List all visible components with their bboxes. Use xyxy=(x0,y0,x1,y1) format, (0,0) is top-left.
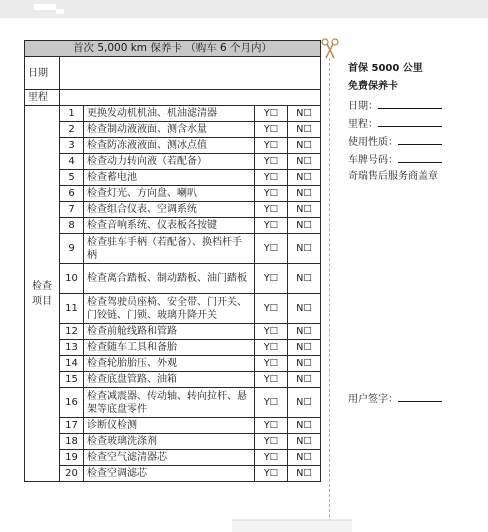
no-checkbox[interactable]: N☐ xyxy=(288,122,321,138)
no-checkbox[interactable]: N☐ xyxy=(288,372,321,388)
date-label: 日期 xyxy=(25,57,60,90)
no-checkbox[interactable]: N☐ xyxy=(288,418,321,434)
item-text: 检查前舱线路和管路 xyxy=(84,324,255,340)
coupon-panel xyxy=(348,60,442,186)
item-text: 检查驻车手柄（若配备）、换档杆手柄 xyxy=(84,234,255,264)
coupon-mileage-row xyxy=(348,114,442,132)
coupon-plate-field[interactable] xyxy=(398,150,442,163)
yes-checkbox[interactable]: Y☐ xyxy=(255,234,288,264)
item-number: 5 xyxy=(60,170,84,186)
item-number: 10 xyxy=(60,264,84,294)
no-checkbox[interactable]: N☐ xyxy=(288,264,321,294)
signature-label: 用户签字： xyxy=(348,394,398,405)
table-row xyxy=(25,218,321,234)
coupon-plate-label: 车牌号码： xyxy=(348,155,398,166)
category-label: 检查 项目 xyxy=(25,106,60,482)
signature-field[interactable] xyxy=(398,389,442,402)
yes-checkbox[interactable]: Y☐ xyxy=(255,218,288,234)
coupon-plate-row xyxy=(348,150,442,168)
yes-checkbox[interactable]: Y☐ xyxy=(255,388,288,418)
item-text: 检查动力转向液（若配备） xyxy=(84,154,255,170)
item-number: 18 xyxy=(60,434,84,450)
no-checkbox[interactable]: N☐ xyxy=(288,450,321,466)
item-number: 14 xyxy=(60,356,84,372)
coupon-title-1: 首保 5000 公里 xyxy=(348,63,423,74)
item-number: 2 xyxy=(60,122,84,138)
coupon-date-row xyxy=(348,96,442,114)
item-number: 8 xyxy=(60,218,84,234)
coupon-usage-field[interactable] xyxy=(398,132,442,145)
no-checkbox[interactable]: N☐ xyxy=(288,218,321,234)
yes-checkbox[interactable]: Y☐ xyxy=(255,154,288,170)
no-checkbox[interactable]: N☐ xyxy=(288,294,321,324)
scissors-icon xyxy=(321,38,339,60)
item-number: 3 xyxy=(60,138,84,154)
table-row xyxy=(25,356,321,372)
coupon-mileage-field[interactable] xyxy=(378,114,442,127)
yes-checkbox[interactable]: Y☐ xyxy=(255,418,288,434)
item-number: 6 xyxy=(60,186,84,202)
yes-checkbox[interactable]: Y☐ xyxy=(255,122,288,138)
item-number: 16 xyxy=(60,388,84,418)
table-row xyxy=(25,234,321,264)
table-row xyxy=(25,170,321,186)
item-text: 检查减震器、传动轴、转向拉杆、悬架等底盘零件 xyxy=(84,388,255,418)
yes-checkbox[interactable]: Y☐ xyxy=(255,202,288,218)
item-number: 15 xyxy=(60,372,84,388)
table-row xyxy=(25,294,321,324)
item-text: 检查玻璃洗涤剂 xyxy=(84,434,255,450)
table-row xyxy=(25,264,321,294)
item-text: 检查空调滤芯 xyxy=(84,466,255,482)
item-number: 4 xyxy=(60,154,84,170)
coupon-date-field[interactable] xyxy=(378,96,442,109)
item-text: 检查驾驶员座椅、安全带、门开关、门铰链、门锁、玻璃升降开关 xyxy=(84,294,255,324)
table-row xyxy=(25,106,321,122)
item-text: 诊断仪检测 xyxy=(84,418,255,434)
yes-checkbox[interactable]: Y☐ xyxy=(255,186,288,202)
cut-line xyxy=(329,58,330,532)
table-row xyxy=(25,434,321,450)
item-number: 20 xyxy=(60,466,84,482)
top-band xyxy=(0,0,488,18)
no-checkbox[interactable]: N☐ xyxy=(288,154,321,170)
yes-checkbox[interactable]: Y☐ xyxy=(255,106,288,122)
item-text: 检查制动液液面、测含水量 xyxy=(84,122,255,138)
table-row xyxy=(25,138,321,154)
no-checkbox[interactable]: N☐ xyxy=(288,170,321,186)
table-row xyxy=(25,340,321,356)
item-text: 检查防冻液液面、测冰点值 xyxy=(84,138,255,154)
no-checkbox[interactable]: N☐ xyxy=(288,340,321,356)
item-text: 检查组合仪表、空调系统 xyxy=(84,202,255,218)
no-checkbox[interactable]: N☐ xyxy=(288,106,321,122)
coupon-mileage-label: 里程： xyxy=(348,119,378,130)
table-row xyxy=(25,324,321,340)
table-row xyxy=(25,122,321,138)
yes-checkbox[interactable]: Y☐ xyxy=(255,170,288,186)
item-text: 检查灯光、方向盘、喇叭 xyxy=(84,186,255,202)
no-checkbox[interactable]: N☐ xyxy=(288,138,321,154)
yes-checkbox[interactable]: Y☐ xyxy=(255,294,288,324)
item-number: 19 xyxy=(60,450,84,466)
yes-checkbox[interactable]: Y☐ xyxy=(255,356,288,372)
item-number: 9 xyxy=(60,234,84,264)
yes-checkbox[interactable]: Y☐ xyxy=(255,324,288,340)
no-checkbox[interactable]: N☐ xyxy=(288,466,321,482)
item-number: 11 xyxy=(60,294,84,324)
table-row xyxy=(25,154,321,170)
coupon-date-label: 日期： xyxy=(348,101,378,112)
date-field[interactable] xyxy=(60,57,321,90)
card-title: 首次 5,000 km 保养卡 （购车 6 个月内） xyxy=(25,41,321,57)
yes-checkbox[interactable]: Y☐ xyxy=(255,450,288,466)
yes-checkbox[interactable]: Y☐ xyxy=(255,264,288,294)
no-checkbox[interactable]: N☐ xyxy=(288,434,321,450)
item-text: 检查轮胎胎压、外观 xyxy=(84,356,255,372)
table-row xyxy=(25,202,321,218)
item-text: 更换发动机机油、机油滤清器 xyxy=(84,106,255,122)
no-checkbox[interactable]: N☐ xyxy=(288,388,321,418)
table-row xyxy=(25,466,321,482)
top-mark xyxy=(34,4,56,10)
mileage-label: 里程 xyxy=(25,90,60,106)
item-text: 检查底盘管路、油箱 xyxy=(84,372,255,388)
item-number: 1 xyxy=(60,106,84,122)
item-number: 13 xyxy=(60,340,84,356)
coupon-stamp-text: 奇瑞售后服务商盖章 xyxy=(348,171,438,182)
yes-checkbox[interactable]: Y☐ xyxy=(255,340,288,356)
item-number: 12 xyxy=(60,324,84,340)
yes-checkbox[interactable]: Y☐ xyxy=(255,138,288,154)
mileage-field[interactable] xyxy=(60,90,321,106)
yes-checkbox[interactable]: Y☐ xyxy=(255,434,288,450)
table-row xyxy=(25,372,321,388)
item-text: 检查蓄电池 xyxy=(84,170,255,186)
table-row xyxy=(25,388,321,418)
no-checkbox[interactable]: N☐ xyxy=(288,202,321,218)
coupon-usage-row xyxy=(348,132,442,150)
table-row xyxy=(25,186,321,202)
no-checkbox[interactable]: N☐ xyxy=(288,324,321,340)
page-curl-decoration xyxy=(232,514,352,532)
yes-checkbox[interactable]: Y☐ xyxy=(255,466,288,482)
signature-row xyxy=(348,389,442,405)
maintenance-card-table xyxy=(24,40,321,482)
item-number: 7 xyxy=(60,202,84,218)
item-text: 检查空气滤清器芯 xyxy=(84,450,255,466)
item-text: 检查随车工具和备胎 xyxy=(84,340,255,356)
coupon-title-2: 免费保养卡 xyxy=(348,81,398,92)
item-number: 17 xyxy=(60,418,84,434)
table-row xyxy=(25,450,321,466)
no-checkbox[interactable]: N☐ xyxy=(288,186,321,202)
no-checkbox[interactable]: N☐ xyxy=(288,356,321,372)
no-checkbox[interactable]: N☐ xyxy=(288,234,321,264)
item-text: 检查离合踏板、制动踏板、油门踏板 xyxy=(84,264,255,294)
top-mark-2 xyxy=(56,9,64,14)
table-row xyxy=(25,418,321,434)
item-text: 检查音响系统、仪表板各按键 xyxy=(84,218,255,234)
coupon-usage-label: 使用性质： xyxy=(348,137,398,148)
yes-checkbox[interactable]: Y☐ xyxy=(255,372,288,388)
